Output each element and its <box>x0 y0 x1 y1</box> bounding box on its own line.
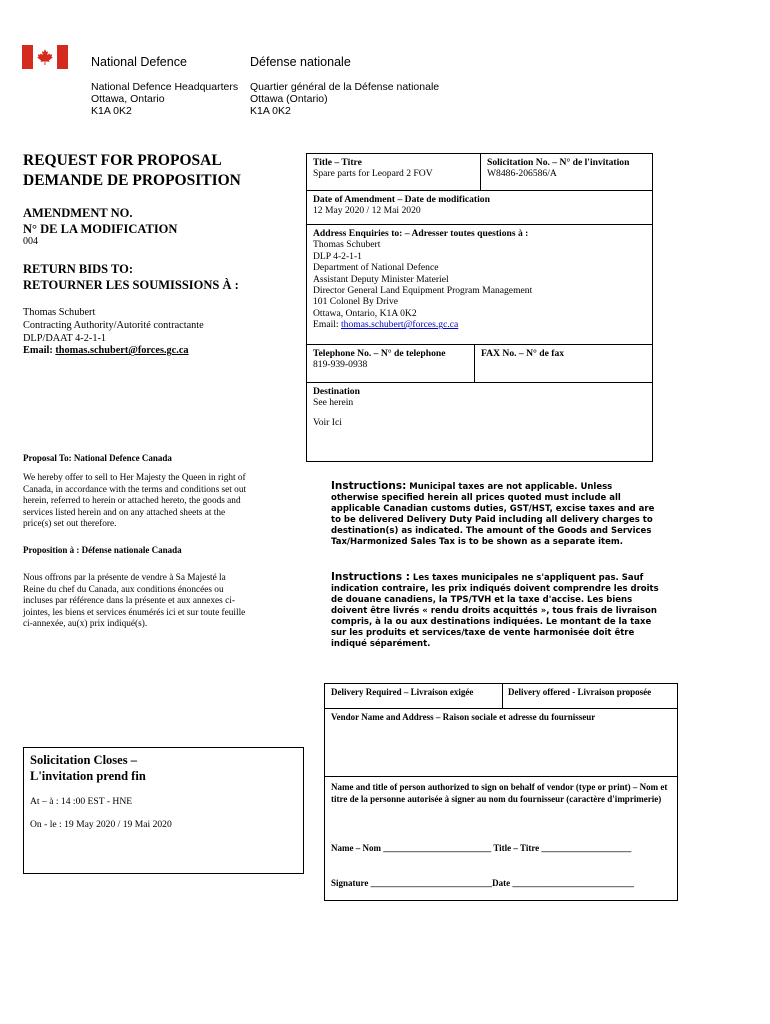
delivery-offered[interactable]: Delivery offered - Livraison proposée <box>508 687 652 697</box>
email-label: Email: <box>23 345 56 357</box>
address-en-line: K1A 0K2 <box>91 105 132 117</box>
return-contact-line: Thomas Schubert <box>23 307 96 318</box>
return-email-link[interactable]: thomas.schubert@forces.gc.ca <box>55 345 189 357</box>
amendment-number: 004 <box>23 236 38 247</box>
address-en <box>91 81 238 117</box>
enquiries-label: Address Enquiries to: – Adresser toutes questions à : <box>313 228 529 239</box>
amendment-label-fr: N° DE LA MODIFICATION <box>23 222 178 236</box>
enquiries-line: 101 Colonel By Drive <box>313 296 399 308</box>
solicitation-closes-title <box>30 752 146 784</box>
closing-time: At – à : 14 :00 EST - HNE <box>30 796 133 807</box>
return-bids-label-en: RETURN BIDS TO: <box>23 262 133 276</box>
closes-title-en: Solicitation Closes – <box>30 753 137 767</box>
enquiries-line: Department of National Defence <box>313 262 439 274</box>
rfp-title-fr: DEMANDE DE PROPOSITION <box>23 172 241 189</box>
enquiries-line: Director General Land Equipment Program Management <box>313 285 533 297</box>
title-label: Title – Titre <box>313 157 362 168</box>
address-fr <box>250 81 439 117</box>
instructions-en-lead: Instructions: <box>331 480 407 492</box>
closes-title-fr: L'invitation prend fin <box>30 769 146 783</box>
solicitation-label: Solicitation No. – N° de l'invitation <box>487 157 630 168</box>
destination-cell <box>310 384 650 430</box>
amendment-date-label: Date of Amendment – Date de modification <box>313 194 490 205</box>
address-en-line: Ottawa, Ontario <box>91 93 165 105</box>
destination-label: Destination <box>313 386 360 397</box>
closing-date: On - le : 19 May 2020 / 19 Mai 2020 <box>30 819 172 830</box>
instructions-en <box>331 481 661 548</box>
fax-label: FAX No. – N° de fax <box>481 348 565 359</box>
return-contact-line: DLP/DAAT 4-2-1-1 <box>23 332 107 344</box>
telephone-label: Telephone No. – N° de telephone <box>313 348 446 359</box>
name-title-line[interactable]: Name – Nom ________________________ Title – Titre ____________________ <box>331 843 632 853</box>
enquiries-email-label: Email: <box>313 319 341 331</box>
amendment-label-en: AMENDMENT NO. <box>23 206 133 220</box>
enquiries-email-link[interactable]: thomas.schubert@forces.gc.ca <box>340 319 459 331</box>
enquiries-line: Assistant Deputy Minister Materiel <box>313 273 449 285</box>
return-bids-label-fr: RETOURNER LES SOUMISSIONS À : <box>23 278 239 292</box>
enquiries-line: DLP 4-2-1-1 <box>313 250 362 262</box>
enquiries-cell <box>310 226 650 333</box>
amendment-label <box>23 205 177 237</box>
enquiries-line: Thomas Schubert <box>313 239 381 251</box>
telephone-cell <box>310 346 474 373</box>
authorized-person[interactable]: Name and title of person authorized to sign on behalf of vendor (type or print) – Nom et titre de la personne autorisée à signer au nom du fournisseur (caractère d'imprimerie) <box>331 782 668 804</box>
return-bids-label <box>23 261 239 293</box>
dept-name-en: National Defence <box>91 55 187 69</box>
destination-en: See herein <box>313 397 354 409</box>
offer-text-fr: Nous offrons par la présente de vendre à Sa Majesté la Reine du chef du Canada, aux conditions énoncées ou incluses par référence dans la présente et aux annexes ci-jointes, les biens et services énumérés ici et sur toute feuille ci-annexée, au(x) prix indiqué(s). <box>23 573 246 630</box>
vendor-name-address[interactable]: Vendor Name and Address – Raison sociale et adresse du fournisseur <box>331 712 596 722</box>
rfp-title <box>23 151 241 191</box>
return-email-row <box>23 345 204 358</box>
return-contact-line: Contracting Authority/Autorité contractante <box>23 319 204 331</box>
telephone-value: 819-939-0938 <box>313 359 368 371</box>
title-value: Spare parts for Leopard 2 FOV <box>313 168 433 180</box>
address-en-line: National Defence Headquarters <box>91 81 239 93</box>
rfp-title-en: REQUEST FOR PROPOSAL <box>23 152 222 169</box>
enquiries-email-row <box>313 319 647 330</box>
address-fr-line: Quartier général de la Défense nationale <box>250 81 440 93</box>
title-cell <box>310 155 478 182</box>
proposal-to-fr: Proposition à : Défense nationale Canada <box>23 545 182 555</box>
amendment-date-cell <box>310 192 650 219</box>
instructions-fr-lead: Instructions : <box>331 571 410 583</box>
solicitation-cell <box>484 155 652 182</box>
instructions-fr-text: Les taxes municipales ne s'appliquent pas. Sauf indication contraire, les prix indiqués doivent comprendre les droits de douane canadiens, la TPS/TVH et la taxe d'accise. Les biens doivent être livrés « rendu droits acquittés », tous frais de livraison compris, à la ou aux destinations indiquées. Le montant de la taxe sur les produits et services/taxe de vente harmonisée doit être indiqué séparément. <box>331 573 659 649</box>
instructions-en-text: Municipal taxes are not applicable. Unless otherwise specified herein all prices quoted must include all applicable Canadian customs duties, GST/HST, excise taxes and are to be delivered Delivery Duty Paid including all delivery charges to destination(s) as indicated. The amount of the Goods and Services Tax/Harmonized Sales Tax is to be shown as a separate item. <box>331 482 655 547</box>
proposal-to-en: Proposal To: National Defence Canada <box>23 453 172 463</box>
canada-flag-icon <box>22 45 68 69</box>
delivery-required[interactable]: Delivery Required – Livraison exigée <box>331 687 474 697</box>
address-fr-line: K1A 0K2 <box>250 105 291 117</box>
solicitation-number: W8486-206586/A <box>487 168 557 180</box>
amendment-date-value: 12 May 2020 / 12 Mai 2020 <box>313 205 421 217</box>
address-fr-line: Ottawa (Ontario) <box>250 93 328 105</box>
dept-name-fr: Défense nationale <box>250 55 351 69</box>
enquiries-line: Ottawa, Ontario, K1A 0K2 <box>313 307 417 319</box>
signature-date-line[interactable]: Signature ___________________________Date ___________________________ <box>331 878 634 888</box>
destination-fr: Voir Ici <box>313 416 342 428</box>
offer-text-en: We hereby offer to sell to Her Majesty the Queen in right of Canada, in accordance with the terms and conditions set out herein, referred to herein or attached hereto, the goods and services listed herein and on any attached sheets at the price(s) set out therefore. <box>23 473 247 530</box>
return-contact <box>23 307 204 358</box>
fax-cell <box>478 346 648 361</box>
instructions-fr <box>331 572 661 650</box>
